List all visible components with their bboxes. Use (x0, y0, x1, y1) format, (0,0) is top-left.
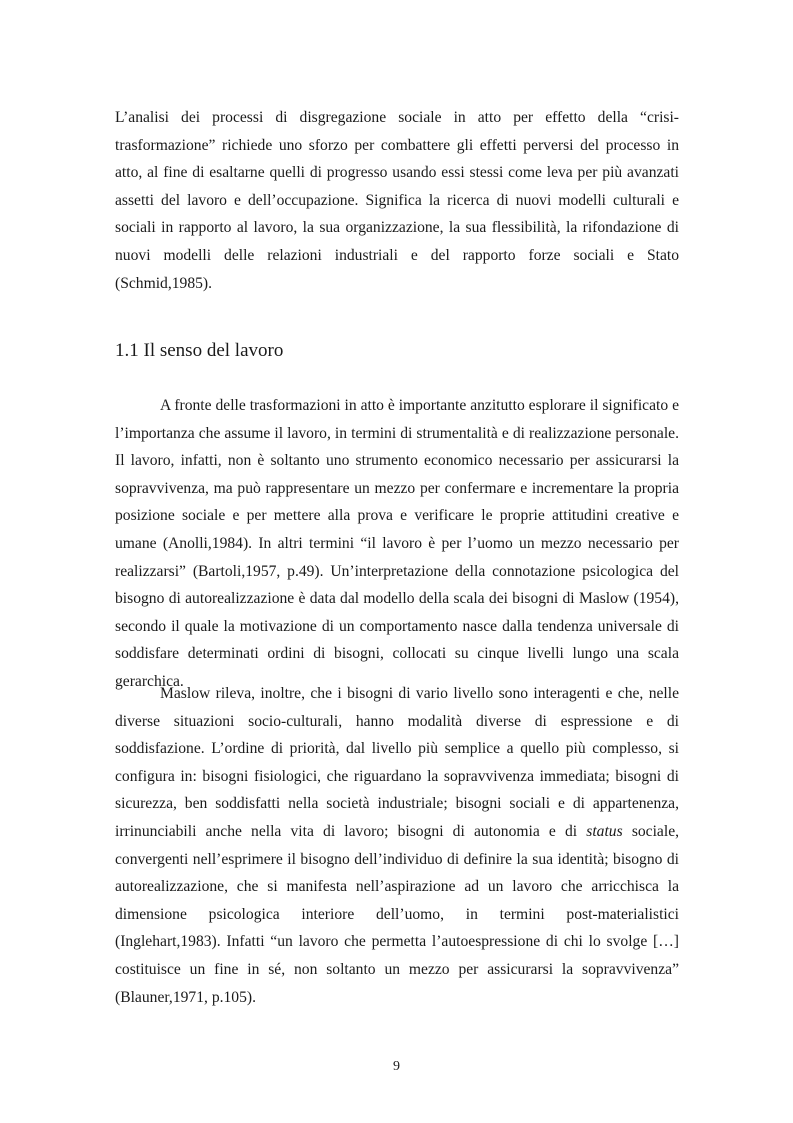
paragraph-2-text-end: sociale, convergenti nell’esprimere il bisogno dell’individuo di definire la sua identità; bisogno di autorealizzazione, che si manifesta nell’aspirazione ad un lavoro che arricchisca la dimensione psicologica interiore dell’uomo, in termini post-materialistici (Inglehart,1983). Infatti “un lavoro che permetta l’autoespressione di chi lo svolge […] costituisce un fine in sé, non soltanto un mezzo per assicurarsi la sopravvivenza” (Blauner,1971, p.105). (115, 822, 680, 1006)
body-paragraph-1: A fronte delle trasformazioni in atto è importante anzitutto esplorare il significato e l’importanza che assume il lavoro, in termini di strumentalità e di realizzazione personale. Il lavoro, infatti, non è soltanto uno strumento economico necessario per assicurarsi la sopravvivenza, ma può rappresentare un mezzo per confermare e incrementare la propria posizione sociale e per mettere alla prova e verificare le proprie attitudini creative e umane (Anolli,1984). In altri termini “il lavoro è per l’uomo un mezzo necessario per realizzarsi” (Bartoli,1957, p.49). Un’interpretazione della connotazione psicologica del bisogno di autorealizzazione è data dal modello della scala dei bisogni di Maslow (1954), secondo il quale la motivazione di un comportamento nasce dalla tendenza universale di soddisfare determinati ordini di bisogni, collocati su cinque livelli lungo una scala gerarchica. (115, 397, 679, 690)
italic-term-status: status (586, 822, 623, 840)
intro-paragraph: L’analisi dei processi di disgregazione sociale in atto per effetto della “crisi-trasformazione” richiede uno sforzo per combattere gli effetti perversi del processo in atto, al fine di esaltarne quelli di progresso usando essi stessi come leva per più avanzati assetti del lavoro e dell’occupazione. Significa la ricerca di nuovi modelli culturali e sociali in rapporto al lavoro, la sua organizzazione, la sua flessibilità, la rifondazione di nuovi modelli delle relazioni industriali e del rapporto forze sociali e Stato (Schmid,1985). (115, 109, 679, 292)
body-paragraph-2 (115, 680, 679, 1011)
page-number: 9 (393, 1059, 400, 1074)
section-heading: 1.1 Il senso del lavoro (115, 340, 284, 361)
paragraph-2-text-start: Maslow rileva, inoltre, che i bisogni di vario livello sono interagenti e che, nelle diverse situazioni socio-culturali, hanno modalità diverse di espressione e di soddisfazione. L’ordine di priorità, dal livello più semplice a quello più complesso, si configura in: bisogni fisiologici, che riguardano la sopravvivenza immediata; bisogni di sicurezza, ben soddisfatti nella società industriale; bisogni sociali e di appartenenza, irrinunciabili anche nella vita di lavoro; bisogni di autonomia e di (115, 685, 679, 840)
